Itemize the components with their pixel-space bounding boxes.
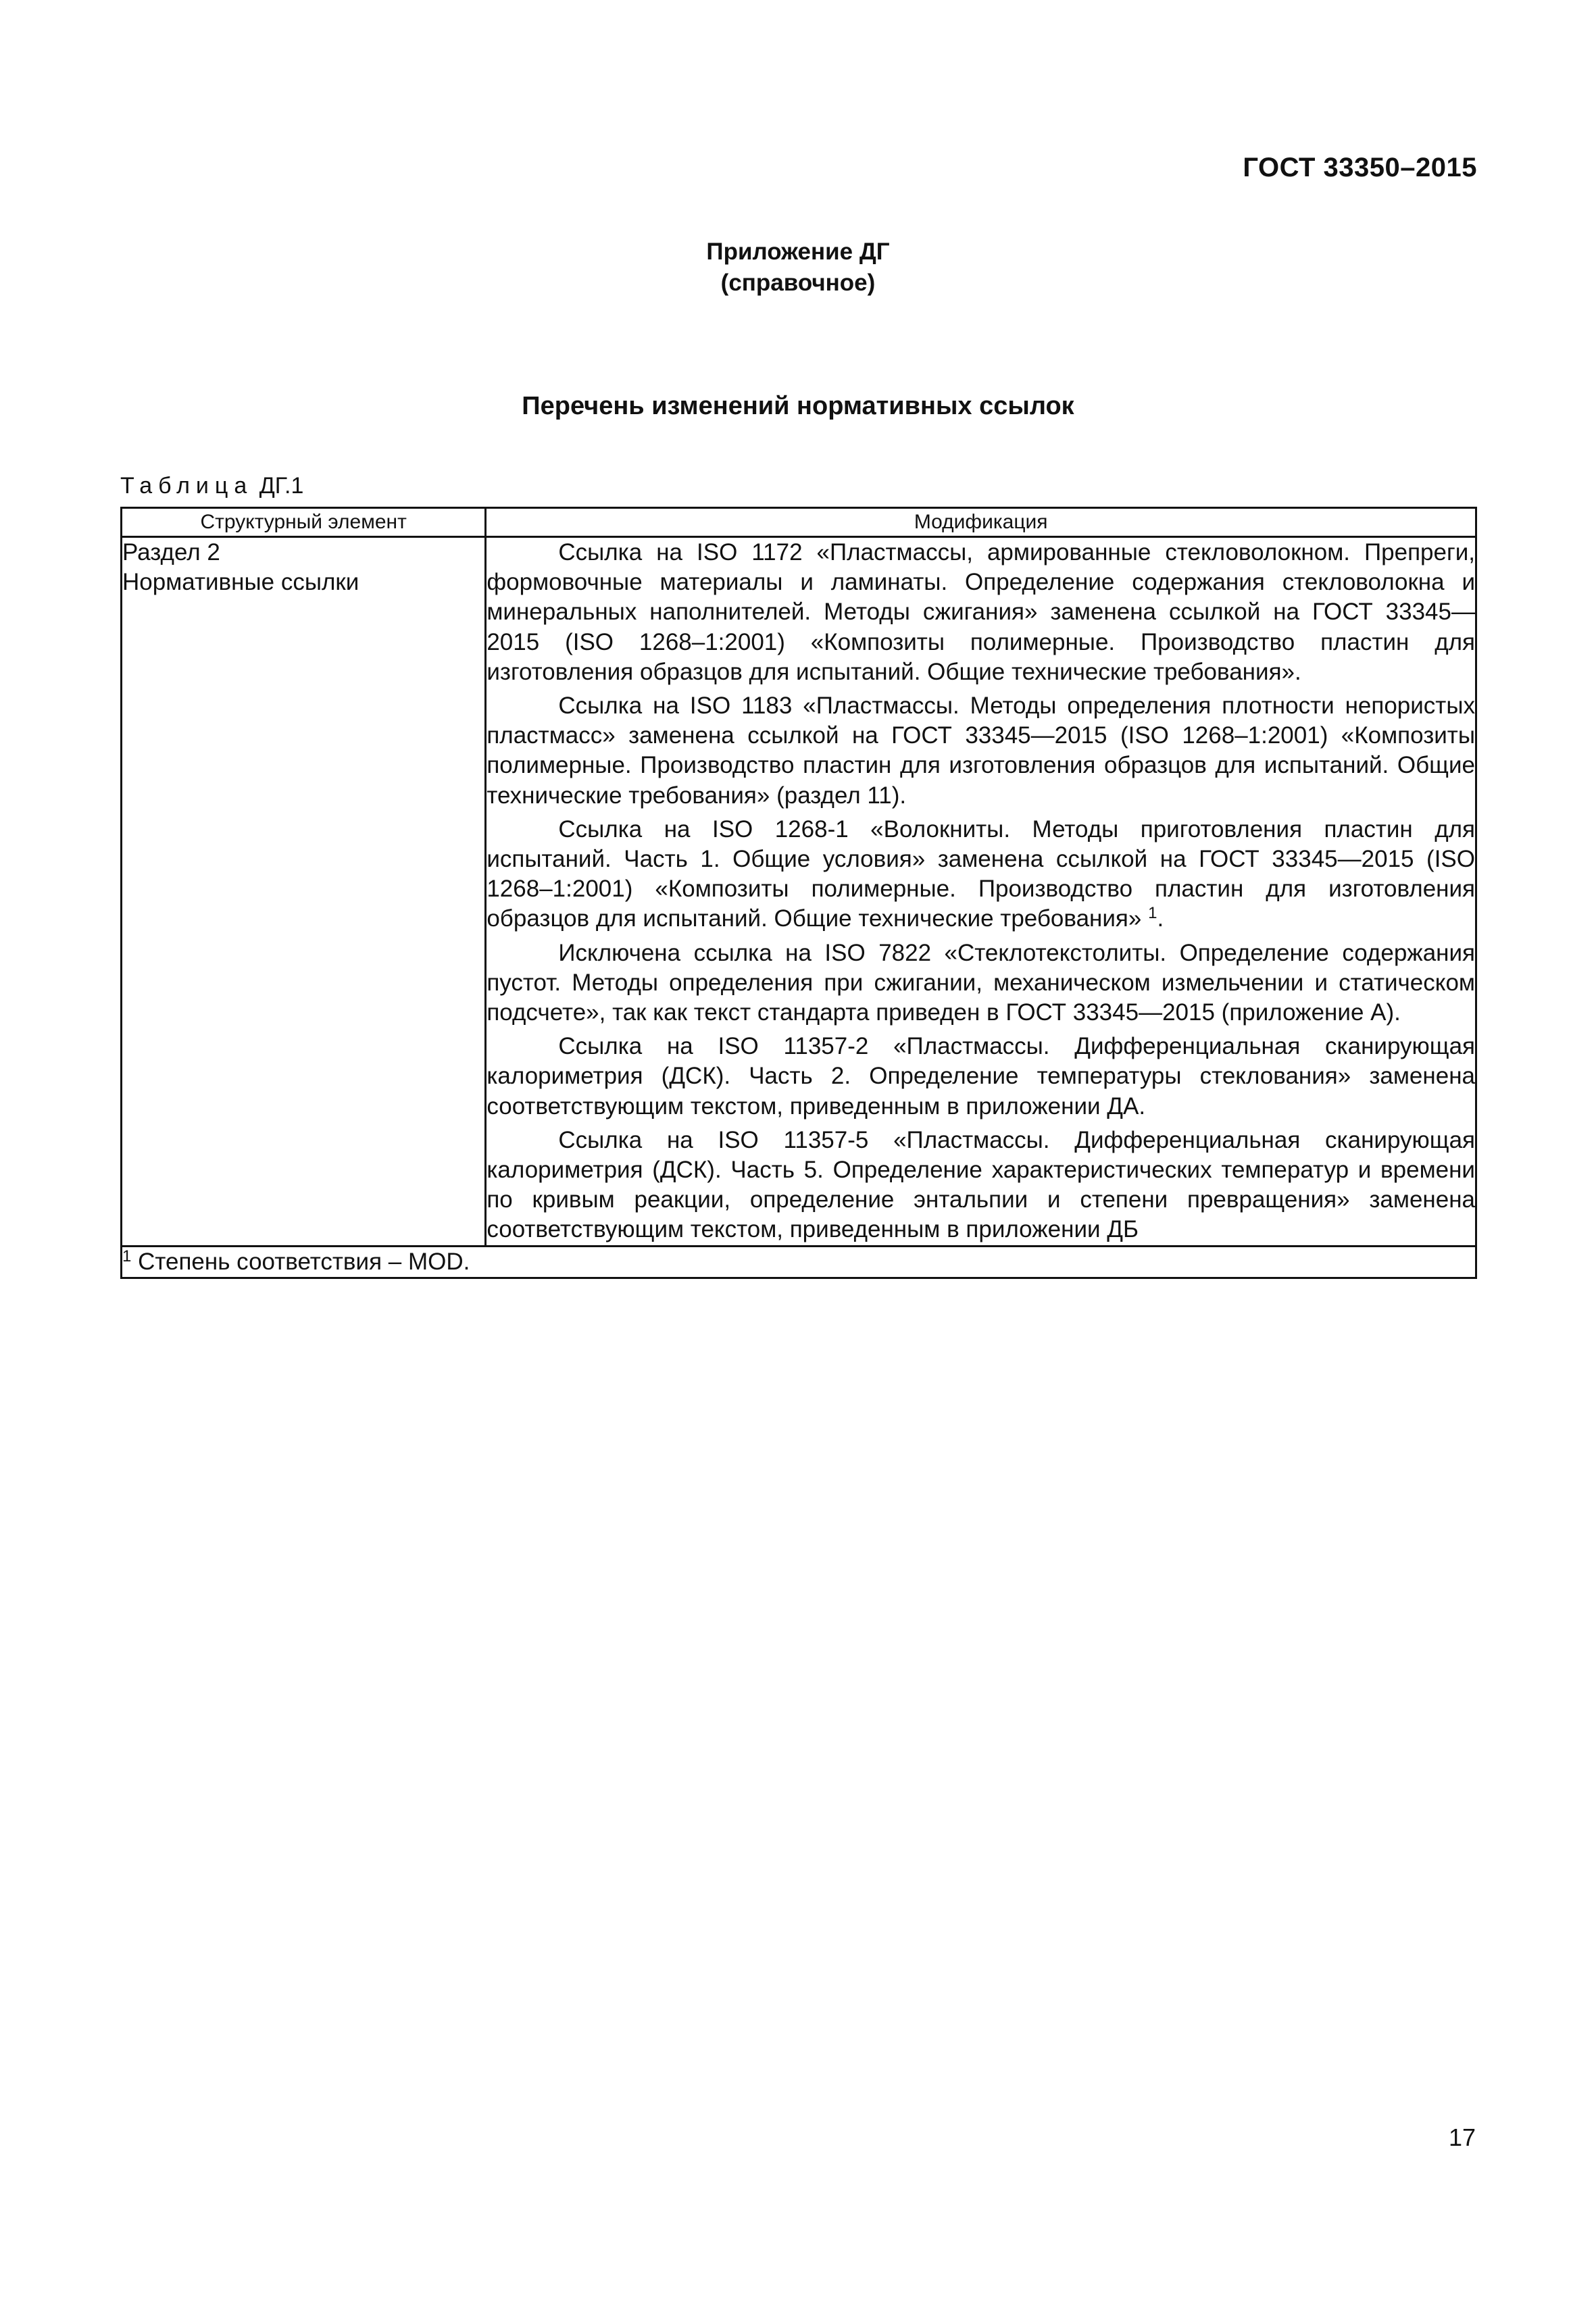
table-row bbox=[122, 537, 1476, 1247]
modification-paragraph: Исключена ссылка на ISO 7822 «Стеклотекстолиты. Определение содержания пустот. Методы определения при сжигании, механическом измельчении и статическом подсчете», так как текст стандарта приведен в ГОСТ 33345—2015 (приложение А). bbox=[487, 939, 1475, 1026]
element-section: Раздел 2 bbox=[122, 539, 220, 565]
appendix-title: Приложение ДГ bbox=[706, 238, 890, 265]
table-header-row bbox=[122, 508, 1476, 537]
footnote-row bbox=[122, 1246, 1476, 1278]
modification-paragraph: Ссылка на ISO 11357-2 «Пластмассы. Дифференциальная сканирующая калориметрия (ДСК). Часть 2. Определение температуры стеклования» заменена соответствующим текстом, приведенным в приложении ДА. bbox=[487, 1033, 1475, 1120]
header-structural-element: Структурный элемент bbox=[122, 508, 486, 537]
document-code: ГОСТ 33350–2015 bbox=[1243, 153, 1477, 182]
table-caption-number: ДГ.1 bbox=[259, 473, 304, 499]
references-table bbox=[120, 507, 1477, 1279]
section-title: Перечень изменений нормативных ссылок bbox=[522, 392, 1074, 420]
page-number: 17 bbox=[1448, 2123, 1476, 2151]
appendix-subtitle: (справочное) bbox=[720, 270, 876, 296]
footnote-marker: 1 bbox=[122, 1247, 132, 1265]
table-caption-label: Таблица bbox=[120, 473, 253, 499]
footnote-cell bbox=[122, 1246, 1476, 1278]
modification-paragraph: Ссылка на ISO 11357-5 «Пластмассы. Дифференциальная сканирующая калориметрия (ДСК). Часть 5. Определение характеристических температур и времени по кривым реакции, определение энтальпии и степени превращения» заменена соответствующим текстом, приведенным в приложении ДБ bbox=[487, 1126, 1475, 1243]
modification-paragraph: Ссылка на ISO 1268-1 «Волокниты. Методы приготовления пластин для испытаний. Часть 1. Общие условия» заменена ссылкой на ГОСТ 33345—2015 (ISO 1268–1:2001) «Композиты полимерные. Производство пластин для изготовления образцов для испытаний. Общие технические требования» $^1$. bbox=[487, 815, 1475, 932]
modification-text: Ссылка на ISO 1268-1 «Волокниты. Методы приготовления пластин для испытаний. Часть 1. Общие условия» заменена ссылкой на ГОСТ 33345—2015 (ISO 1268–1:2001) «Композиты полимерные. Производство пластин для изготовления образцов для испытаний. Общие технические требования» bbox=[487, 815, 1475, 932]
header-modification: Модификация bbox=[486, 508, 1476, 537]
footnote-text: Степень соответствия – MOD. bbox=[138, 1248, 470, 1275]
appendix-heading bbox=[0, 236, 1596, 299]
footnote-ref: 1 bbox=[1148, 904, 1157, 923]
modification-paragraph: Ссылка на ISO 1183 «Пластмассы. Методы определения плотности непористых пластмасс» заменена ссылкой на ГОСТ 33345—2015 (ISO 1268–1:2001) «Композиты полимерные. Производство пластин для изготовления образцов для испытаний. Общие технические требования» (раздел 11). bbox=[487, 693, 1475, 809]
element-name: Нормативные ссылки bbox=[122, 569, 359, 595]
structural-element-cell bbox=[122, 537, 486, 1247]
table-caption bbox=[120, 473, 303, 499]
modification-cell bbox=[486, 537, 1476, 1247]
modification-paragraph: Ссылка на ISO 1172 «Пластмассы, армированные стекловолокном. Препреги, формовочные материалы и ламинаты. Определение содержания стекловолокна и минеральных наполнителей. Методы сжигания» заменена ссылкой на ГОСТ 33345—2015 (ISO 1268–1:2001) «Композиты полимерные. Производство пластин для изготовления образцов для испытаний. Общие технические требования». bbox=[487, 539, 1475, 685]
